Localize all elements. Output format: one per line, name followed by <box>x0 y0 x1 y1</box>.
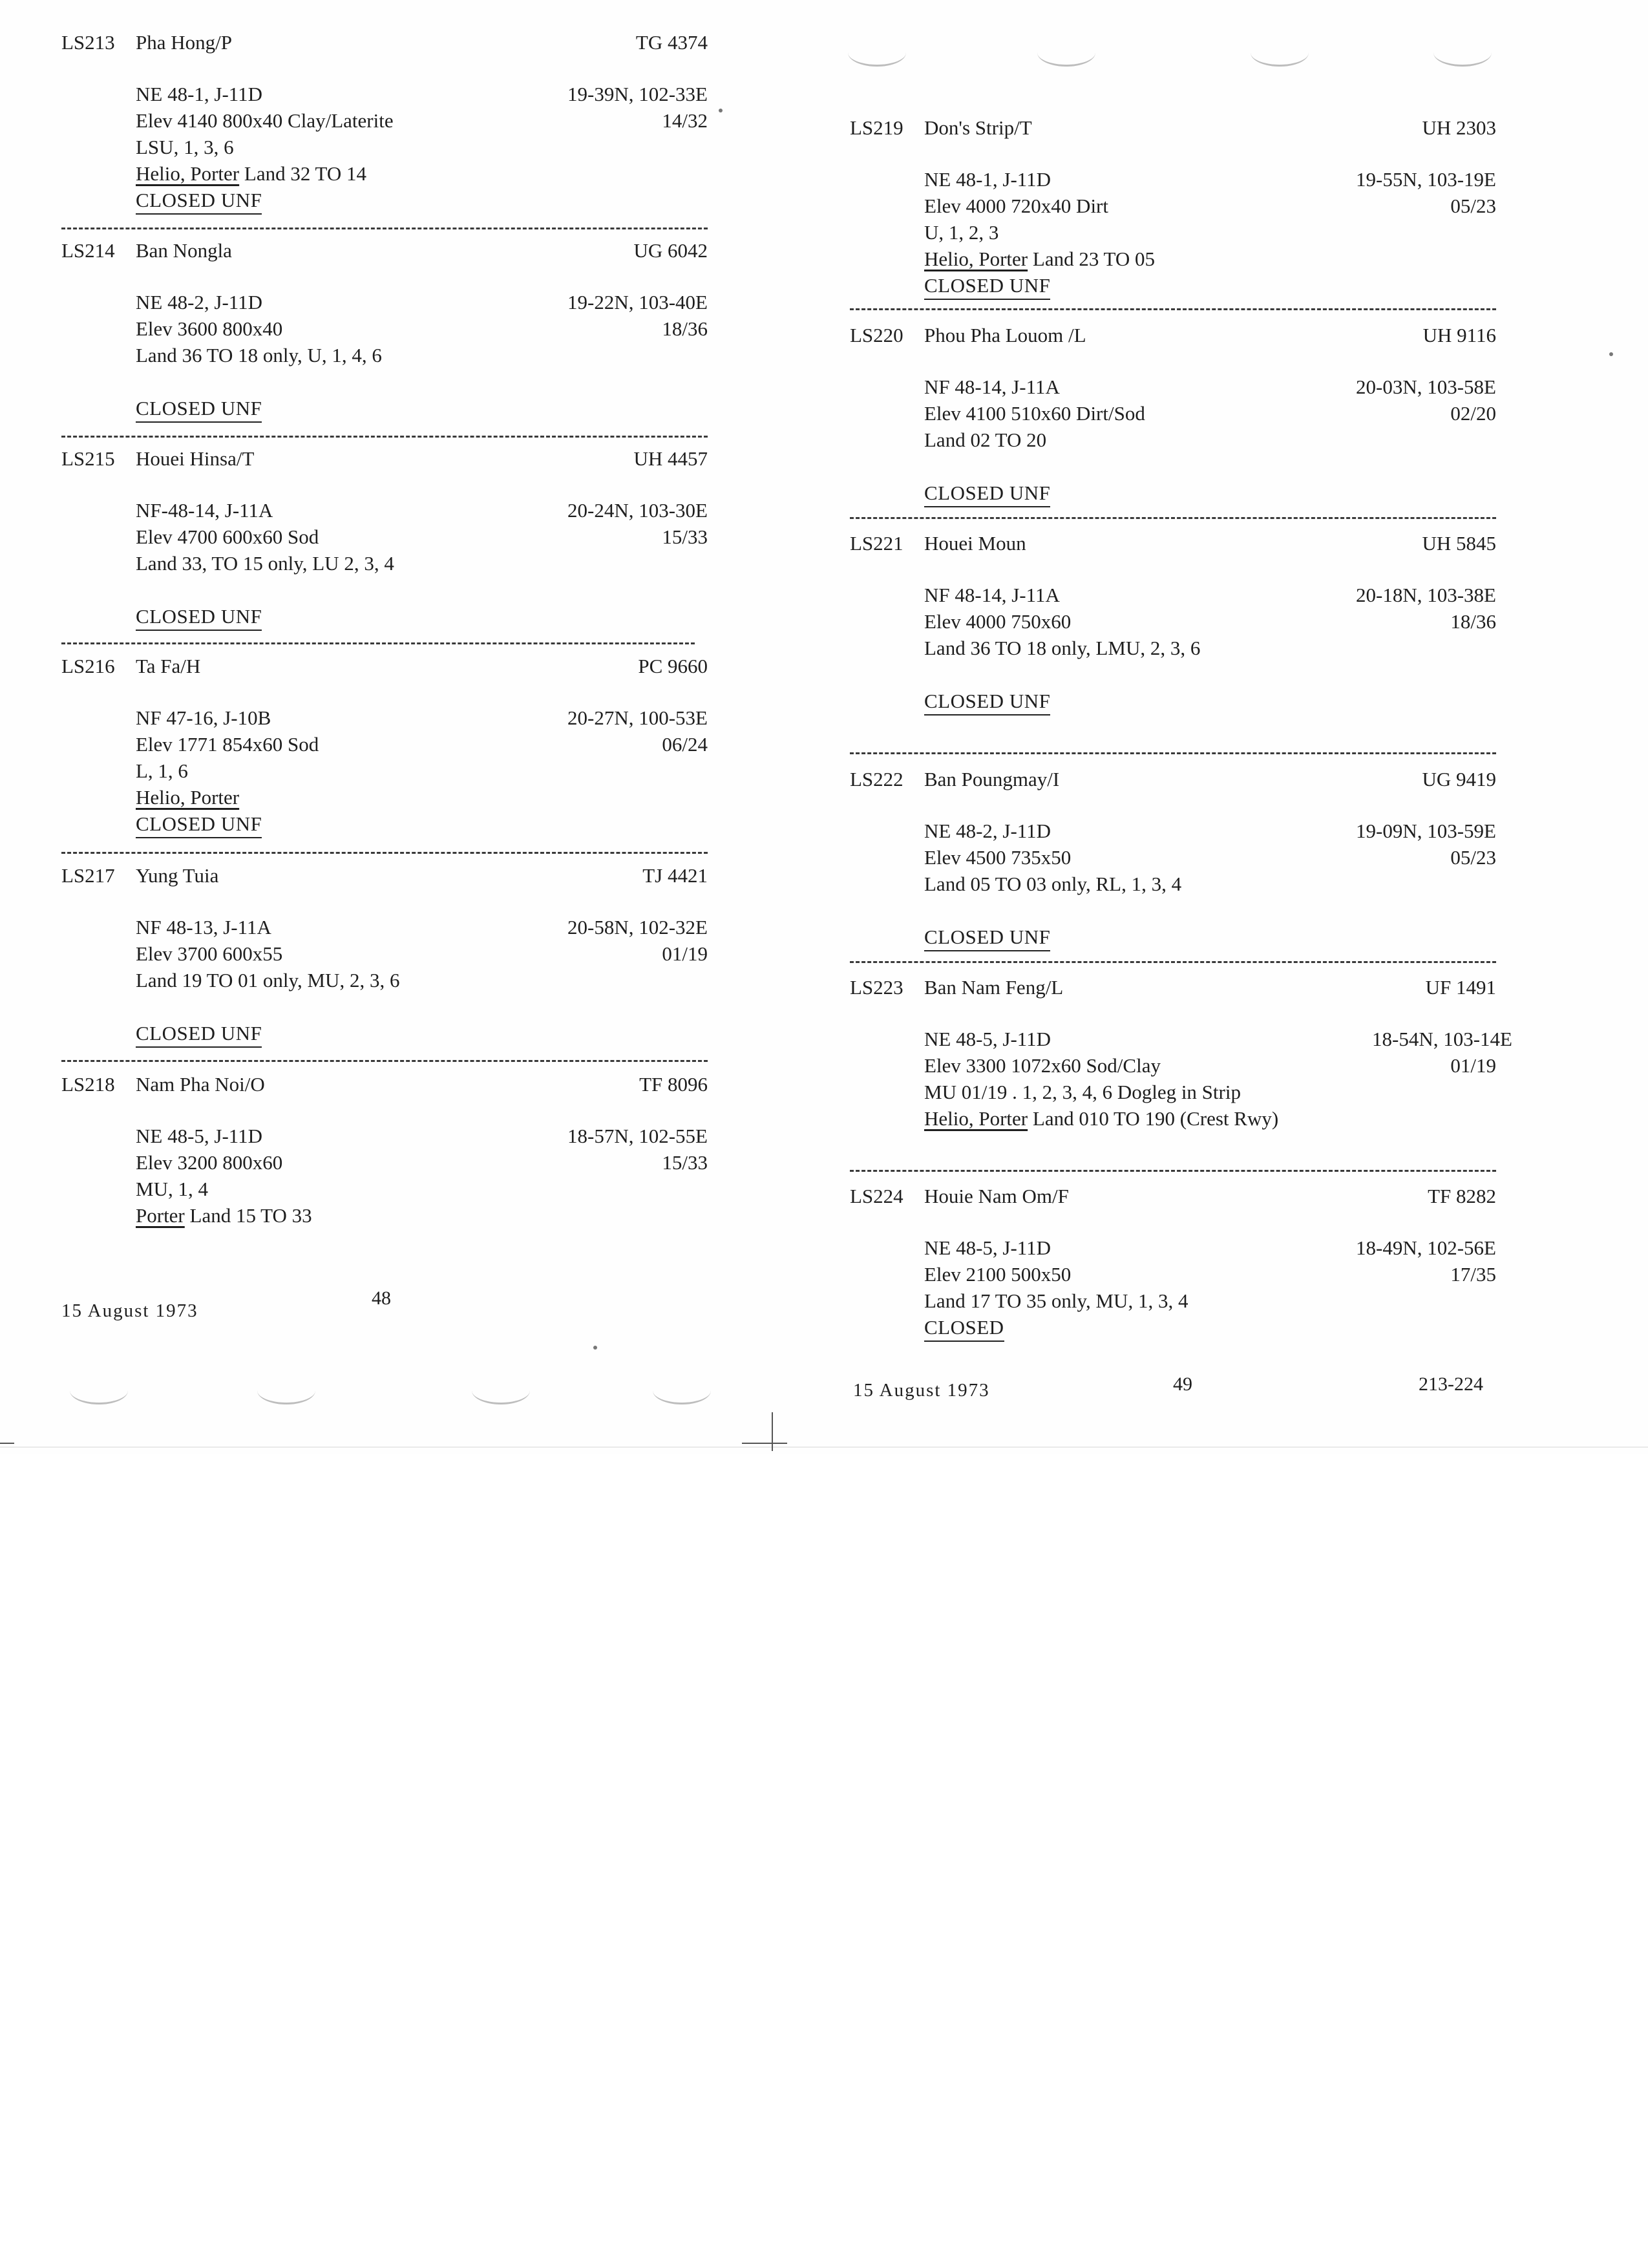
site-name: Houei Hinsa/T <box>136 447 255 470</box>
entry-separator <box>61 852 708 854</box>
coordinates: 18-57N, 102-55E <box>567 1125 708 1147</box>
coordinates: 20-03N, 103-58E <box>1356 376 1496 398</box>
status-label: CLOSED UNF <box>136 605 262 631</box>
aircraft-types: Helio, Porter <box>924 1107 1028 1130</box>
grid-reference: UH 4457 <box>633 447 708 470</box>
grid-reference: UF 1491 <box>1425 976 1496 999</box>
entry-separator <box>61 1060 708 1062</box>
site-entry-ls218 <box>61 1073 708 1231</box>
chart-reference: NE 48-5, J-11D <box>924 1028 1051 1050</box>
aircraft-types: Helio, Porter <box>924 248 1028 270</box>
site-name: Don's Strip/T <box>924 116 1032 139</box>
entry-separator <box>850 308 1496 310</box>
site-name: Yung Tuia <box>136 864 219 887</box>
site-entry-ls215 <box>61 447 708 631</box>
status-label: CLOSED UNF <box>136 812 262 838</box>
site-name: Houei Moun <box>924 532 1026 555</box>
site-code: LS224 <box>850 1185 903 1207</box>
left-page <box>61 0 785 1454</box>
usage-notes: Land 17 TO 35 only, MU, 1, 3, 4 <box>924 1289 1188 1312</box>
site-entry-ls222 <box>850 768 1496 952</box>
runway-heading: 05/23 <box>1450 846 1496 869</box>
entry-separator <box>850 1170 1496 1172</box>
coordinates: 19-22N, 103-40E <box>567 291 708 313</box>
entry-separator <box>850 752 1496 754</box>
chart-reference: NE 48-1, J-11D <box>136 83 263 105</box>
site-code: LS222 <box>850 768 903 790</box>
entry-separator <box>61 642 695 644</box>
chart-reference: NF 48-14, J-11A <box>924 584 1060 606</box>
coordinates: 19-09N, 103-59E <box>1356 820 1496 842</box>
chart-reference: NE 48-2, J-11D <box>924 820 1051 842</box>
grid-reference: PC 9660 <box>638 655 708 677</box>
status-label: CLOSED UNF <box>924 690 1050 715</box>
usage-notes: U, 1, 2, 3 <box>924 221 999 244</box>
site-name: Nam Pha Noi/O <box>136 1073 265 1096</box>
page-number: 49 <box>1173 1373 1192 1395</box>
site-code: LS213 <box>61 31 115 54</box>
elevation-dimensions: Elev 4500 735x50 <box>924 846 1072 869</box>
landing-direction: Land 010 TO 190 (Crest Rwy) <box>1028 1107 1279 1130</box>
elevation-dimensions: Elev 3700 600x55 <box>136 942 283 965</box>
grid-reference: TF 8096 <box>639 1073 708 1096</box>
elevation-dimensions: Elev 4140 800x40 Clay/Laterite <box>136 109 394 132</box>
footer-date: 15 August 1973 <box>61 1300 198 1321</box>
chart-reference: NF-48-14, J-11A <box>136 499 273 522</box>
runway-heading: 15/33 <box>662 1151 708 1174</box>
runway-heading: 14/32 <box>662 109 708 132</box>
crop-mark <box>0 1443 14 1444</box>
scan-speck <box>1609 352 1613 356</box>
runway-heading: 18/36 <box>662 317 708 340</box>
entry-separator <box>61 436 708 438</box>
chart-reference: NE 48-2, J-11D <box>136 291 263 313</box>
elevation-dimensions: Elev 4100 510x60 Dirt/Sod <box>924 402 1145 425</box>
status-label: CLOSED UNF <box>136 189 262 215</box>
grid-reference: UG 6042 <box>633 239 708 262</box>
coordinates: 20-24N, 103-30E <box>567 499 708 522</box>
status-label: CLOSED UNF <box>924 926 1050 951</box>
usage-notes: Land 33, TO 15 only, LU 2, 3, 4 <box>136 552 394 575</box>
entry-separator <box>850 517 1496 519</box>
aircraft-types: Helio, Porter <box>136 162 240 185</box>
chart-reference: NE 48-5, J-11D <box>136 1125 263 1147</box>
status-label: CLOSED UNF <box>136 1022 262 1048</box>
footer-date: 15 August 1973 <box>853 1380 990 1401</box>
status-label: CLOSED UNF <box>136 397 262 423</box>
site-entry-ls220 <box>850 324 1496 508</box>
site-entry-ls221 <box>850 532 1496 716</box>
site-entry-ls217 <box>61 864 708 1048</box>
right-page <box>850 0 1574 1454</box>
aircraft-types: Porter <box>136 1204 185 1227</box>
site-name: Houie Nam Om/F <box>924 1185 1069 1207</box>
runway-heading: 01/19 <box>662 942 708 965</box>
site-code: LS215 <box>61 447 115 470</box>
usage-notes: Land 36 TO 18 only, LMU, 2, 3, 6 <box>924 637 1201 659</box>
grid-reference: TF 8282 <box>1428 1185 1496 1207</box>
site-entry-ls223 <box>850 976 1512 1134</box>
site-name: Ban Nam Feng/L <box>924 976 1064 999</box>
site-name: Ban Poungmay/I <box>924 768 1060 790</box>
usage-notes: Land 36 TO 18 only, U, 1, 4, 6 <box>136 344 382 366</box>
site-name: Phou Pha Louom /L <box>924 324 1086 346</box>
status-label: CLOSED UNF <box>924 482 1050 507</box>
coordinates: 20-27N, 100-53E <box>567 706 708 729</box>
usage-notes: MU, 1, 4 <box>136 1178 208 1200</box>
grid-reference: TG 4374 <box>635 31 708 54</box>
status-label: CLOSED UNF <box>924 274 1050 300</box>
site-code: LS216 <box>61 655 115 677</box>
runway-heading: 17/35 <box>1450 1263 1496 1286</box>
runway-heading: 15/33 <box>662 525 708 548</box>
site-name: Pha Hong/P <box>136 31 232 54</box>
elevation-dimensions: Elev 4000 750x60 <box>924 610 1072 633</box>
chart-reference: NF 47-16, J-10B <box>136 706 271 729</box>
usage-notes: Land 05 TO 03 only, RL, 1, 3, 4 <box>924 873 1182 895</box>
site-code: LS214 <box>61 239 115 262</box>
site-code: LS218 <box>61 1073 115 1096</box>
elevation-dimensions: Elev 2100 500x50 <box>924 1263 1072 1286</box>
usage-notes: L, 1, 6 <box>136 759 188 782</box>
coordinates: 18-54N, 103-14E <box>1372 1028 1512 1050</box>
site-code: LS217 <box>61 864 115 887</box>
elevation-dimensions: Elev 4700 600x60 Sod <box>136 525 319 548</box>
status-label: CLOSED <box>924 1316 1004 1342</box>
site-entry-ls213 <box>61 31 708 215</box>
chart-reference: NF 48-13, J-11A <box>136 916 271 938</box>
coordinates: 20-18N, 103-38E <box>1356 584 1496 606</box>
chart-reference: NE 48-5, J-11D <box>924 1236 1051 1259</box>
elevation-dimensions: Elev 3200 800x60 <box>136 1151 283 1174</box>
entry-separator <box>61 228 708 229</box>
usage-notes: Land 19 TO 01 only, MU, 2, 3, 6 <box>136 969 400 991</box>
coordinates: 20-58N, 102-32E <box>567 916 708 938</box>
coordinates: 18-49N, 102-56E <box>1356 1236 1496 1259</box>
landing-direction: Land 23 TO 05 <box>1028 248 1156 270</box>
site-code: LS221 <box>850 532 903 555</box>
elevation-dimensions: Elev 4000 720x40 Dirt <box>924 195 1108 217</box>
elevation-dimensions: Elev 3300 1072x60 Sod/Clay <box>924 1054 1161 1077</box>
page-number: 48 <box>372 1288 391 1309</box>
chart-reference: NE 48-1, J-11D <box>924 168 1051 191</box>
aircraft-types: Helio, Porter <box>136 786 240 809</box>
site-code: LS220 <box>850 324 903 346</box>
landing-direction: Land 15 TO 33 <box>184 1204 312 1227</box>
site-name: Ta Fa/H <box>136 655 201 677</box>
site-code: LS223 <box>850 976 903 999</box>
site-code: LS219 <box>850 116 903 139</box>
site-entry-ls219 <box>850 116 1496 301</box>
site-name: Ban Nongla <box>136 239 232 262</box>
entry-separator <box>850 961 1496 963</box>
grid-reference: TJ 4421 <box>642 864 708 887</box>
usage-notes: Land 02 TO 20 <box>924 429 1047 451</box>
site-entry-ls216 <box>61 655 708 839</box>
runway-heading: 02/20 <box>1450 402 1496 425</box>
runway-heading: 05/23 <box>1450 195 1496 217</box>
page-range: 213-224 <box>1419 1373 1483 1395</box>
runway-heading: 06/24 <box>662 733 708 756</box>
coordinates: 19-39N, 102-33E <box>567 83 708 105</box>
usage-notes: MU 01/19 . 1, 2, 3, 4, 6 Dogleg in Strip <box>924 1081 1241 1103</box>
elevation-dimensions: Elev 1771 854x60 Sod <box>136 733 319 756</box>
landing-direction: Land 32 TO 14 <box>239 162 367 185</box>
grid-reference: UH 5845 <box>1422 532 1496 555</box>
usage-notes: LSU, 1, 3, 6 <box>136 136 234 158</box>
coordinates: 19-55N, 103-19E <box>1356 168 1496 191</box>
chart-reference: NF 48-14, J-11A <box>924 376 1060 398</box>
site-entry-ls214 <box>61 239 708 423</box>
elevation-dimensions: Elev 3600 800x40 <box>136 317 283 340</box>
runway-heading: 18/36 <box>1450 610 1496 633</box>
grid-reference: UH 9116 <box>1422 324 1496 346</box>
grid-reference: UH 2303 <box>1422 116 1496 139</box>
grid-reference: UG 9419 <box>1422 768 1496 790</box>
site-entry-ls224 <box>850 1185 1496 1342</box>
runway-heading: 01/19 <box>1450 1054 1496 1077</box>
